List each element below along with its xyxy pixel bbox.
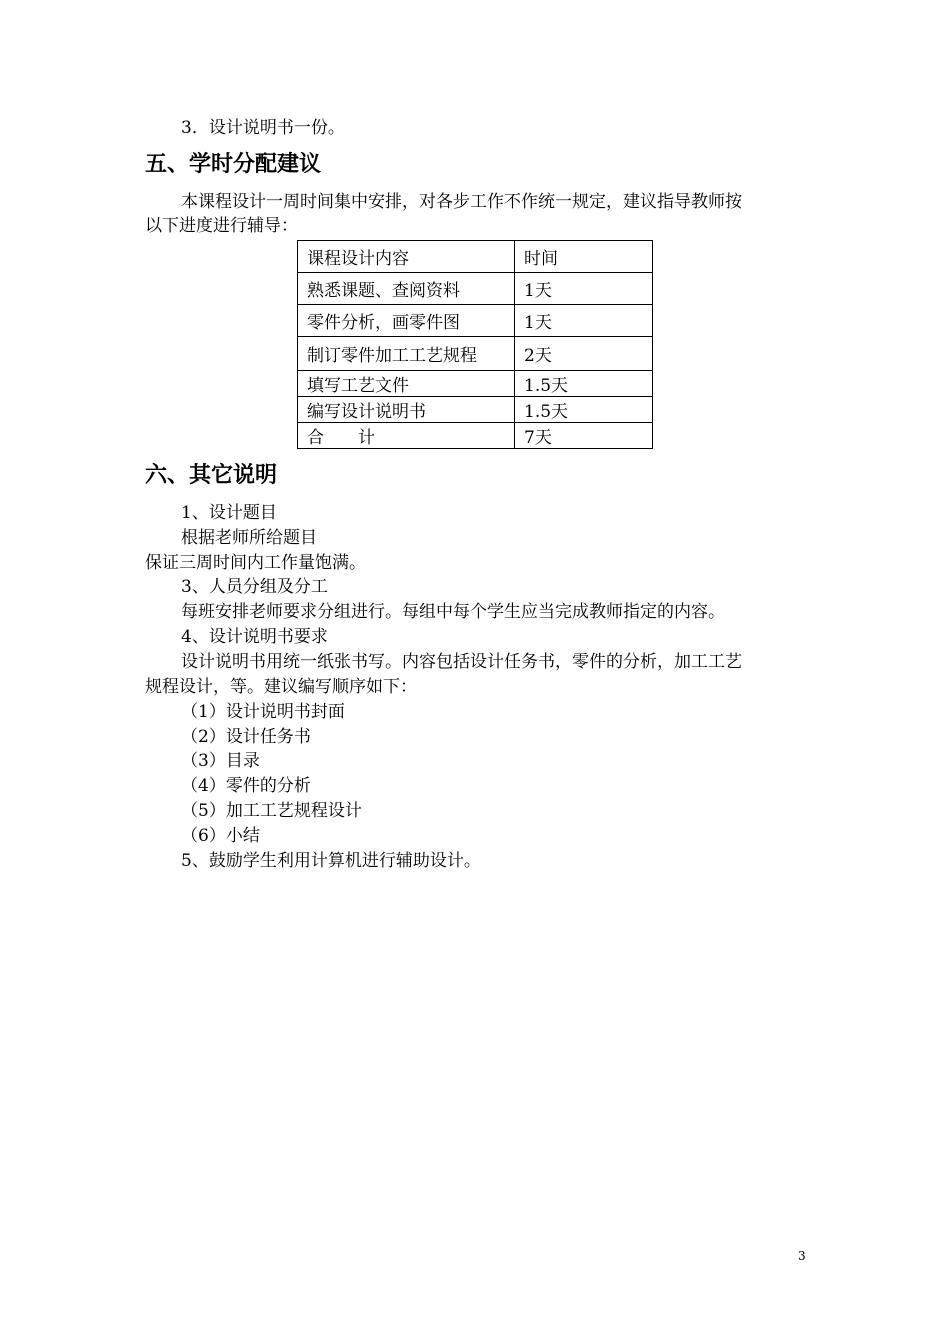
table-cell: 制订零件加工工艺规程	[298, 337, 515, 371]
table-cell: 1天	[515, 273, 653, 305]
table-cell: 1.5天	[515, 397, 653, 423]
section-6-line: 4、设计说明书要求	[181, 627, 328, 647]
table-row	[298, 397, 653, 423]
table-header-row	[298, 241, 653, 273]
section-6-line: 规程设计，等。建议编写顺序如下：	[145, 677, 417, 697]
section-5-heading: 五、学时分配建议	[145, 152, 322, 177]
schedule-table	[297, 240, 653, 449]
item-3-line: 3．设计说明书一份。	[181, 118, 345, 138]
section-6-heading: 六、其它说明	[145, 463, 278, 488]
table-row	[298, 371, 653, 397]
table-cell: 填写工艺文件	[298, 371, 515, 397]
section-6-line: （3）目录	[181, 751, 260, 771]
section-5-intro-line-1: 本课程设计一周时间集中安排，对各步工作不作统一规定，建议指导教师按	[181, 192, 742, 212]
section-6-line: 3、人员分组及分工	[181, 577, 328, 597]
table-cell: 合 计	[298, 423, 515, 449]
section-6-line: （4）零件的分析	[181, 776, 311, 796]
table-row	[298, 273, 653, 305]
table-row	[298, 337, 653, 371]
table-total-row	[298, 423, 653, 449]
section-6-line: 保证三周时间内工作量饱满。	[145, 553, 366, 573]
section-6-line: 5、鼓励学生利用计算机进行辅助设计。	[181, 851, 481, 871]
table-cell: 1.5天	[515, 371, 653, 397]
section-6-line: 根据老师所给题目	[181, 528, 317, 548]
table-row	[298, 305, 653, 337]
table-header-cell: 课程设计内容	[298, 241, 515, 273]
table-cell: 7天	[515, 423, 653, 449]
table-cell: 零件分析，画零件图	[298, 305, 515, 337]
table-cell: 熟悉课题、查阅资料	[298, 273, 515, 305]
section-5-intro-line-2: 以下进度进行辅导：	[145, 216, 298, 236]
section-6-line: （5）加工工艺规程设计	[181, 801, 362, 821]
section-6-line: （1）设计说明书封面	[181, 702, 345, 722]
section-6-line: （2）设计任务书	[181, 727, 311, 747]
table-cell: 编写设计说明书	[298, 397, 515, 423]
table-cell: 1天	[515, 305, 653, 337]
section-6-line: 1、设计题目	[181, 503, 277, 523]
table-header-cell: 时间	[515, 241, 653, 273]
page-number: 3	[798, 1249, 806, 1263]
section-6-line: （6）小结	[181, 826, 260, 846]
section-6-line: 设计说明书用统一纸张书写。内容包括设计任务书，零件的分析，加工工艺	[181, 652, 742, 672]
table-cell: 2天	[515, 337, 653, 371]
section-6-line: 每班安排老师要求分组进行。每组中每个学生应当完成教师指定的内容。	[181, 602, 725, 622]
